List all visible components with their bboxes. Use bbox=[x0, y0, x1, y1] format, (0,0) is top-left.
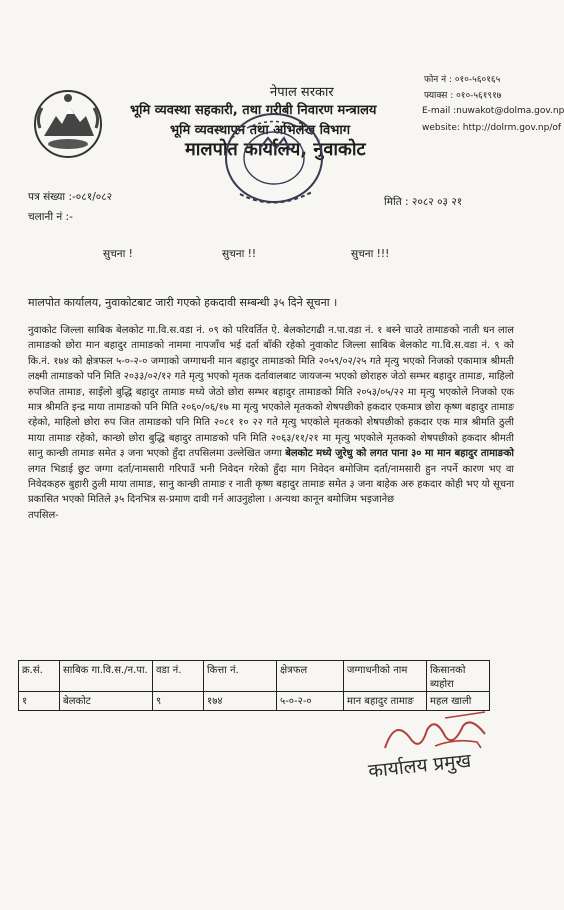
col-header-ward: वडा नं. bbox=[153, 661, 204, 692]
cell-sn: १ bbox=[19, 692, 60, 711]
notice-body-bold: बेलकोट मध्ये जुरेधु को लगत पाना ३० मा मान बहादुर तामाङको bbox=[285, 448, 514, 460]
cell-ward: ९ bbox=[153, 692, 204, 711]
notice-heading-2: सुचना !! bbox=[222, 248, 257, 260]
fax-number: फ्याक्स : ०१०-५६१९१७ bbox=[424, 91, 502, 101]
letter-date: मिति : २०८२ ०३ २१ bbox=[384, 196, 463, 208]
dispatch-number: चलानी नं :- bbox=[28, 211, 73, 223]
cell-vdc: बेलकोट bbox=[60, 692, 153, 711]
col-header-vdc: साबिक गा.वि.स./न.पा. bbox=[60, 661, 153, 692]
notice-subject: मालपोत कार्यालय, नुवाकोटबाट जारी गएको हकदावी सम्बन्धी ३५ दिने सूचना । bbox=[28, 296, 338, 309]
phone-number: फोन नं : ०१०-५६०१६५ bbox=[424, 75, 501, 85]
header-line-1: नेपाल सरकार bbox=[270, 85, 334, 100]
letter-number: पत्र संख्या :-०८१/०८२ bbox=[28, 191, 113, 203]
tapsil-label: तपसिल- bbox=[28, 509, 59, 521]
col-header-owner: जग्गाधनीको नाम bbox=[344, 661, 427, 692]
office-stamp-icon bbox=[212, 108, 342, 212]
notice-heading-3: सुचना !!! bbox=[351, 248, 390, 260]
cell-farmer: महल खाली bbox=[427, 692, 490, 711]
notice-body-part-1: नुवाकोट जिल्ला साबिक बेलकोट गा.वि.स.वडा नं. ०९ को परिवर्तित ऐ. बेलकोटगढी न.पा.वडा नं. १ बस्ने चाउरे तामाङको नाती धन लाल तामाङको छोरा मान बहादुर तामाङको नाममा नापजाँच भई दर्ता बाँकी रहेको नुवाकोट जिल्ला साबिक बेलकोट गा.वि.स.वडा नं. ९ को कि.नं. १७४ को क्षेत्रफल ५-०-२-० जग्गाको जग्गाधनी मान बहादुर तामाङको मिति २०५९/०२/२५ गते मृत्यु भएको निजको एकामात्र श्रीमती लक्ष्मी तामाङको पनि मिति २०३३/०२/१२ गते मृत्यु भएको मृतक दर्तावालबाट जायजन्म भएको छोराहरु जेठो सम्भर बहादुर तामाङ, माहिलो रुपजित तामाङ, साइँलो बुद्धि बहादुर तामाङ मध्ये जेठो छोरा सम्भर बहादुर तामाङको मिति २०५३/०५/२२ मा मृत्यु भएकोले निजको एक मात्र श्रीमति इन्द्र माया तामाङको पनि मिति २०६०/०६/१७ मा मृत्यु भएकोले मृतकको शेषपछीको हकदार एकमात्र छोरा कृष्ण बहादुर तामाङ रहेको, माहिलो छोरा रुप जित तामाङको पनि मिति २०८१ १० २२ गते मृत्यु भएकोले मृतकको शेषपछीको हकदार एक मात्र श्रीमति ठुली माया तामाङ रहेको, कान्छो छोरा बुद्धि बहादुर तामाङको पनि मिति २०६३/११/२१ मा मृत्यु भएकोले मृतकको शेषपछीको हकदार श्रीमती सानु कान्छी तामाङ समेत ३ जना भएको हुँदा तपसिलमा उल्लेखित जग्गा bbox=[28, 325, 514, 460]
notice-body-part-2: लगत भिडाई छुट जग्गा दर्ता/नामसारी गरिपाउँ भनी निवेदन गरेको हुँदा माग निवेदन बमोजिम दर्ता/नामसारी हुन नपर्ने कारण भए वा निवेदकहरु बुहारी ठुली माया तामाङ, सानु कान्छी तामाङ र नाती कृष्ण बहादुर तामाङ समेत ३ जना बाहेक अरु हकदार कोही भए यो सूचना प्रकासित भएको मितिले ३५ दिनभित्र स-प्रमाण दावी गर्न आउनुहोला । अन्यथा कानून बमोजिम भइजानेछ bbox=[28, 463, 514, 506]
land-details-table bbox=[18, 660, 490, 711]
col-header-farmer: किसानको ब्यहोरा bbox=[427, 661, 490, 692]
notice-heading-1: सुचना ! bbox=[103, 248, 133, 260]
cell-plot: १७४ bbox=[204, 692, 277, 711]
cell-owner: मान बहादुर तामाङ bbox=[344, 692, 427, 711]
cell-area: ५-०-२-० bbox=[277, 692, 344, 711]
website-address: website: http://dolrm.gov.np/of bbox=[422, 123, 562, 133]
col-header-sn: क्र.सं. bbox=[19, 661, 60, 692]
header-ministry: भूमि व्यवस्था सहकारी, तथा गरीबी निवारण मन्त्रालय bbox=[130, 103, 377, 118]
table-header-row bbox=[19, 661, 490, 692]
col-header-area: क्षेत्रफल bbox=[277, 661, 344, 692]
header-department: भूमि व्यवस्थापन तथा अभिलेख विभाग bbox=[170, 123, 351, 138]
col-header-plot: कित्ता नं. bbox=[204, 661, 277, 692]
notice-body bbox=[28, 323, 514, 523]
signatory-title: कार्यालय प्रमुख bbox=[367, 749, 473, 783]
nepal-emblem-icon bbox=[32, 88, 104, 160]
header-office: मालपोत कार्यालय, नुवाकोट bbox=[185, 139, 366, 160]
email-address: E-mail :nuwakot@dolma.gov.np bbox=[422, 106, 564, 116]
